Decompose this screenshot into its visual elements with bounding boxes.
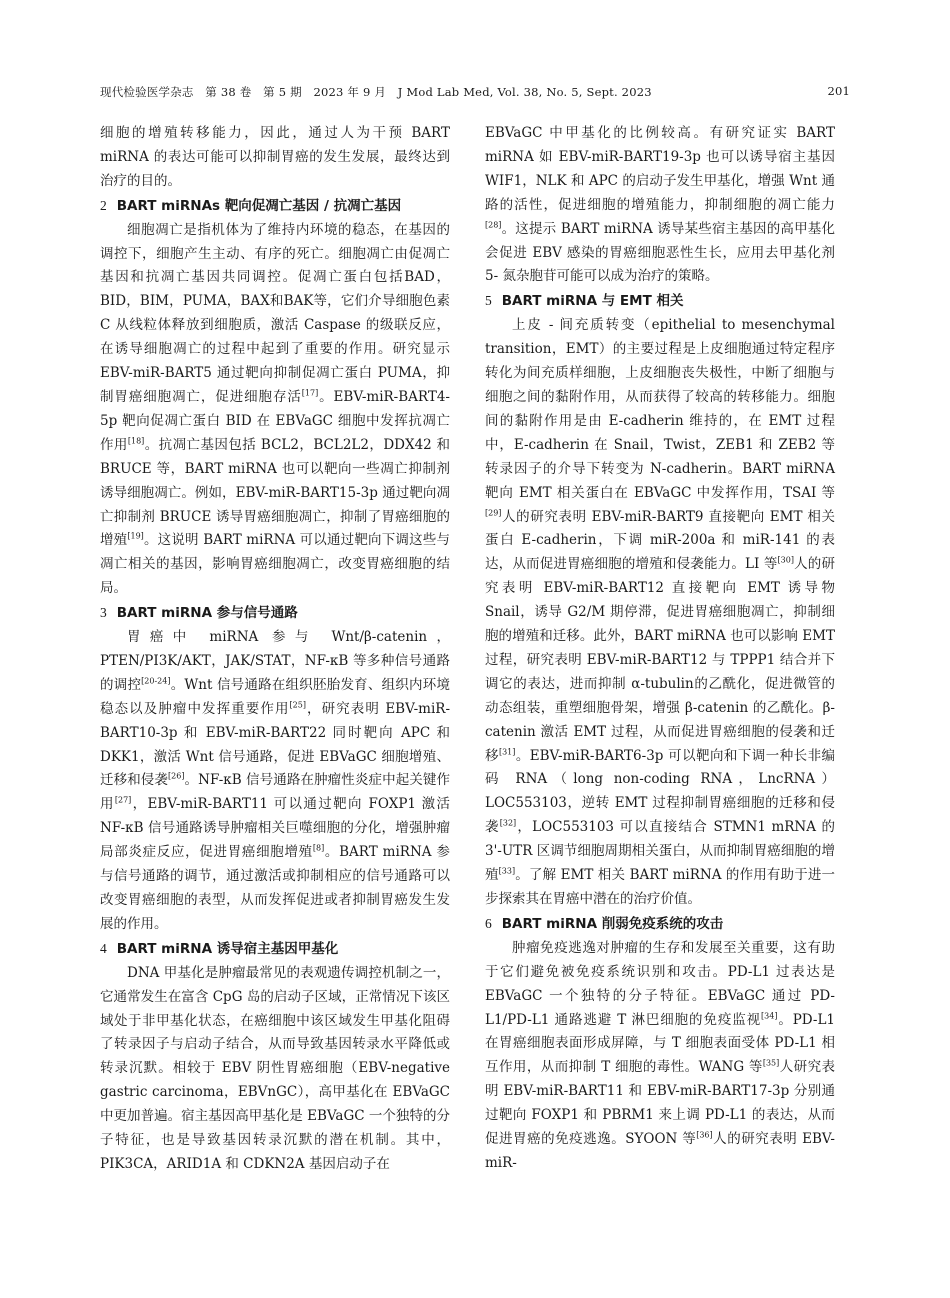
citation: [18] — [127, 436, 145, 446]
section-5-paragraph — [485, 314, 835, 912]
citation: [19] — [127, 531, 144, 541]
citation: [33] — [498, 866, 516, 876]
citation: [20-24] — [141, 676, 171, 686]
citation: [28] — [485, 220, 502, 230]
text-run: 。这说明 BART miRNA 可以通过靶向下调这些与凋亡相关的基因，影响胃癌细胞凋亡，改变胃癌细胞的结局。 — [100, 532, 450, 597]
text-run: ，研究表明 EBV-miR-BART10-3p 和 EBV-miR-BART22 同时靶向 APC 和 DKK1，激活 Wnt 信号通路，促进 EBVaGC 细胞增殖、迁移和侵袭 — [100, 700, 451, 789]
citation: [36] — [696, 1130, 713, 1140]
citation: [26] — [168, 771, 185, 781]
section-number: 3 — [100, 605, 107, 621]
text-run: 细胞凋亡是指机体为了维持内环境的稳态，在基因的调控下，细胞产生主动、有序的死亡。细胞凋亡由促凋亡基因和抗凋亡基因共同调控。促凋亡蛋白包括BAD，BID，BIM，PUMA，BAX和BAK等，它们介导细胞色素 C 从线粒体释放到细胞质，激活 Caspase 的级联反应，在诱导细胞凋亡的过程中起到了重要的作用。研究显示 EBV-miR-BART5 通过靶向抑制促凋亡蛋白 PUMA，抑制胃癌细胞凋亡，促进细胞存活 — [100, 221, 450, 405]
section-3-heading — [100, 601, 450, 626]
citation: [32] — [499, 818, 517, 828]
text-run: 人的研究表明 EBV-miR-BART12 直接靶向 EMT 诱导物 Snail，诱导 G2/M 期停滞，促进胃癌细胞凋亡，抑制细胞的增殖和迁移。此外，BART miRNA 也可以影响 EMT 过程，研究表明 EBV-miR-BART12 与 TPPP1 结合并下调它的表达，进而抑制 α-tubulin的乙酰化，促进微管的动态组装，重塑细胞骨架，增强 β-catenin 的乙酰化。β-catenin 激活 EMT 过程，从而促进胃癌细胞的侵袭和迁移 — [485, 556, 835, 764]
page-number: 201 — [827, 84, 850, 98]
citation: [17] — [301, 388, 319, 398]
section-number: 6 — [485, 915, 492, 931]
citation: [31] — [498, 747, 516, 757]
section-number: 4 — [100, 940, 107, 956]
text-run: 上皮 - 间充质转变（epithelial to mesenchymal transition，EMT）的主要过程是上皮细胞通过特定程序转化为间充质样细胞，上皮细胞丧失极性，中断了细胞与细胞之间的黏附作用，从而获得了较高的转移能力。细胞间的黏附作用是由 E-cadherin 维持的，在 EMT 过程中，E-cadherin 在 Snail，Twist，ZEB1 和 ZEB2 等转录因子的介导下转变为 N-cadherin。BART miRNA 靶向 EMT 相关蛋白在 EBVaGC 中发挥作用，TSAI 等 — [485, 317, 835, 501]
text-run: EBVaGC 中甲基化的比例较高。有研究证实 BART miRNA 如 EBV-miR-BART19-3p 也可以诱导宿主基因 WIF1，NLK 和 APC 的启动子发生甲基化，增强 Wnt 通路的活性，促进细胞的增殖能力，抑制细胞的凋亡能力 — [485, 125, 835, 213]
text-run: 。Wnt 信号通路在组织胚胎发育、组织内环境稳态以及肿瘤中发挥重要作用 — [100, 676, 450, 717]
journal-citation: 现代检验医学杂志 第 38 卷 第 5 期 2023 年 9 月 J Mod Lab Med, Vol. 38, No. 5, Sept. 2023 — [100, 85, 652, 99]
section-4-continuation — [485, 122, 835, 289]
section-title: BART miRNAs 靶向促凋亡基因 / 抗凋亡基因 — [116, 197, 402, 214]
left-column — [100, 122, 450, 1177]
text-run: 。BART miRNA 参与信号通路的调节，通过激活或抑制相应的信号通路可以改变胃癌细胞的表型，从而发挥促进或者抑制胃癌发生发展的作用。 — [100, 844, 451, 932]
text-run: 。了解 EMT 相关 BART miRNA 的作用有助于进一步探索其在胃癌中潜在的治疗价值。 — [485, 867, 836, 907]
text-run: ，LOC553103 可以直接结合 STMN1 mRNA 的 3'-UTR 区调节细胞周期相关蛋白，从而抑制胃癌细胞的增殖 — [485, 819, 835, 884]
citation: [34] — [761, 1011, 778, 1021]
text-run: ，EBV-miR-BART11 可以通过靶向 FOXP1 激活 NF-κB 信号通路诱导肿瘤相关巨噬细胞的分化，增强肿瘤局部炎症反应，促进胃癌细胞增殖 — [100, 796, 451, 861]
text-run: 。这提示 BART miRNA 诱导某些宿主基因的高甲基化会促进 EBV 感染的胃癌细胞恶性生长，应用去甲基化剂 5- 氮杂胞苷可能可以成为治疗的策略。 — [485, 220, 835, 285]
text-run: 人的研究表明 EBV-miR-BART9 直接靶向 EMT 相关蛋白 E-cadherin，下调 miR-200a 和 miR-141 的表达，从而促进胃癌细胞的增殖和侵袭能力。LI 等 — [485, 508, 835, 573]
citation: [30] — [777, 555, 794, 565]
running-header — [100, 84, 850, 104]
text-run: 。PD-L1 在胃癌细胞表面形成屏障，与 T 细胞表面受体 PD-L1 相互作用，从而抑制 T 细胞的毒性。WANG 等 — [485, 1011, 835, 1076]
text-run: 。NF-κB 信号通路在肿瘤性炎症中起关键作用 — [100, 772, 450, 813]
section-title: BART miRNA 参与信号通路 — [116, 605, 298, 622]
section-2-heading — [100, 194, 450, 219]
section-title: BART miRNA 削弱免疫系统的攻击 — [501, 915, 724, 932]
section-title: BART miRNA 与 EMT 相关 — [501, 293, 684, 310]
section-3-paragraph — [100, 626, 450, 937]
section-4-paragraph: DNA 甲基化是肿瘤最常见的表观遗传调控机制之一，它通常发生在富含 CpG 岛的启动子区域，正常情况下该区域处于非甲基化状态，在癌细胞中该区域发生甲基化阻碍了转录因子与启动子结合，从而导致基因转录水平降低或转录沉默。相较于 EBV 阴性胃癌细胞（EBV-negative gastric carcinoma，EBVnGC），高甲基化在 EBVaGC 中更加普遍。宿主基因高甲基化是 EBVaGC 一个独特的分子特征，也是导致基因转录沉默的潜在机制。其中，PIK3CA，ARID1A 和 CDKN2A 基因启动子在 — [100, 964, 450, 1172]
text-run: 。抗凋亡基因包括 BCL2，BCL2L2，DDX42 和 BRUCE 等，BART miRNA 也可以靶向一些凋亡抑制剂诱导细胞凋亡。例如，EBV-miR-BART15-3p 通过靶向凋亡抑制剂 BRUCE 诱导胃癌细胞凋亡，抑制了胃癌细胞的增殖 — [100, 436, 450, 549]
section-5-heading — [485, 289, 835, 314]
section-4-heading — [100, 937, 450, 962]
citation: [35] — [762, 1058, 780, 1068]
text-run: 人的研究表明 EBV-miR- — [485, 1131, 835, 1171]
citation: [25] — [289, 700, 306, 710]
section-6-paragraph — [485, 937, 835, 1176]
text-run: 肿瘤免疫逃逸对肿瘤的生存和发展至关重要，这有助于它们避免被免疫系统识别和攻击。PD-L1 过表达是 EBVaGC 一个独特的分子特征。EBVaGC 通过 PD-L1/PD-L1 通路逃避 T 淋巴细胞的免疫监视 — [485, 939, 835, 1028]
citation: [27] — [114, 795, 132, 805]
section-2-paragraph — [100, 219, 450, 602]
text-run: 。EBV-miR-BART6-3p 可以靶向和下调一种长非编码 RNA（long non-coding RNA，LncRNA）LOC553103，逆转 EMT 过程抑制胃癌细胞的迁移和侵袭 — [485, 747, 836, 836]
section-number: 2 — [100, 197, 107, 213]
text-run: 。EBV-miR-BART4-5p 靶向促凋亡蛋白 BID 在 EBVaGC 细胞中发挥抗凋亡作用 — [100, 388, 450, 453]
citation: [29] — [485, 508, 502, 517]
section-6-heading — [485, 912, 835, 937]
intro-continuation: 细胞的增殖转移能力，因此，通过人为干预 BART miRNA 的表达可能可以抑制胃癌的发生发展，最终达到治疗的目的。 — [100, 125, 450, 189]
right-column — [485, 122, 835, 1176]
section-number: 5 — [485, 293, 492, 309]
citation: [8] — [312, 843, 325, 853]
section-title: BART miRNA 诱导宿主基因甲基化 — [116, 940, 339, 957]
text-run: 人研究表明 EBV-miR-BART11 和 EBV-miR-BART17-3p 分别通过靶向 FOXP1 和 PBRM1 来上调 PD-L1 的表达，从而促进胃癌的免疫逃逸。SYOON 等 — [485, 1059, 836, 1148]
text-run: 胃癌中 miRNA 参与 Wnt/β-catenin，PTEN/PI3K/AKT，JAK/STAT，NF-κB 等多种信号通路的调控 — [100, 629, 450, 693]
